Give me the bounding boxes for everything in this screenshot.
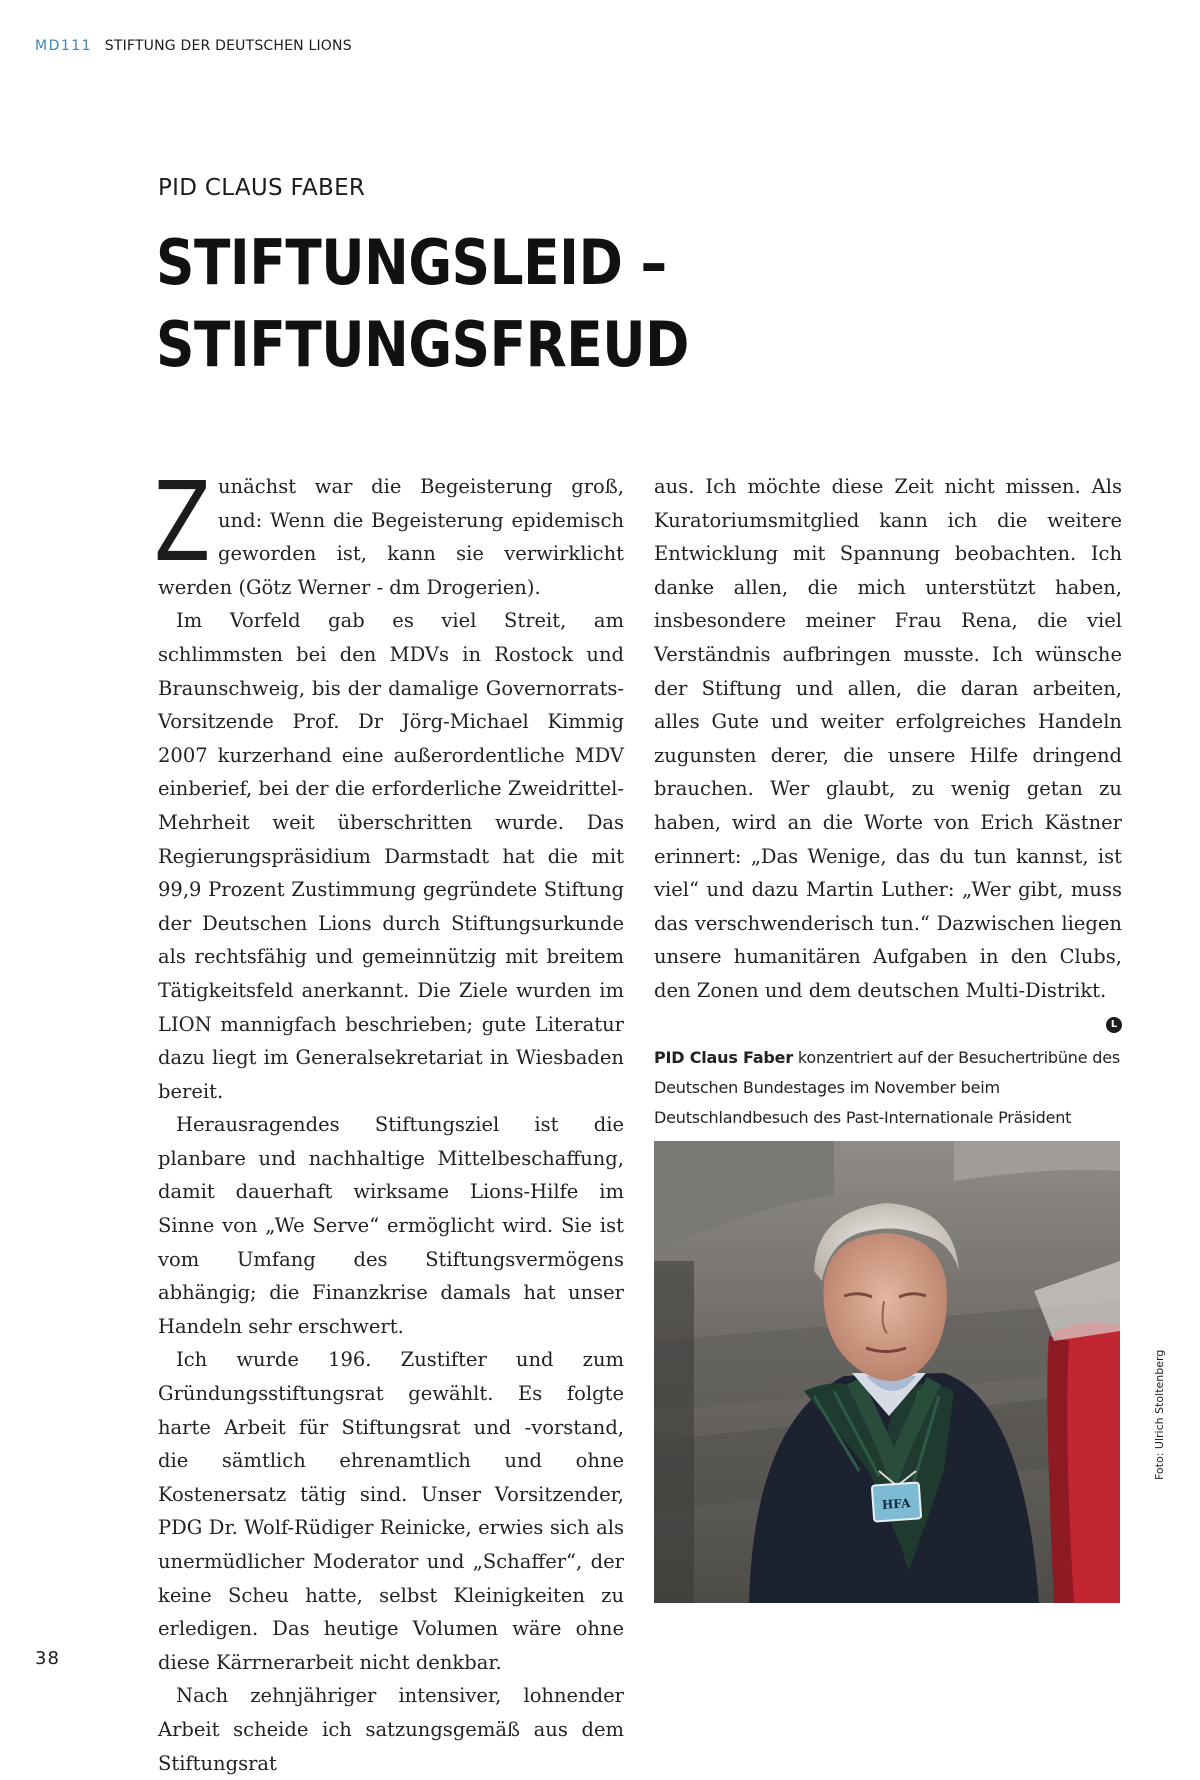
- portrait-photo: [654, 1141, 1120, 1603]
- article-author: PID CLAUS FABER: [158, 175, 366, 201]
- article-left-column: [154, 458, 624, 1780]
- paragraph-text: unächst war die Begeisterung groß, und: Wenn die Begeisterung epidemisch geworden ist, kann sie verwirklicht werden (Götz Werner - dm Drogerien).: [158, 475, 624, 599]
- article-paragraph-continued: [654, 470, 1122, 1030]
- drop-cap: Z: [154, 458, 211, 586]
- article-title: [156, 222, 689, 386]
- running-head: [35, 38, 352, 54]
- district-label: MD111: [35, 38, 93, 54]
- article-paragraph-1: [154, 458, 624, 604]
- section-label: STIFTUNG DER DEUTSCHEN LIONS: [104, 38, 352, 54]
- lions-end-mark-icon: L: [1106, 1017, 1122, 1033]
- article-right-column: [654, 470, 1122, 1033]
- photo-credit: Foto: Ulrich Stoltenberg: [1153, 1349, 1166, 1480]
- article-paragraph-2: Im Vorfeld gab es viel Streit, am schlimmsten bei den MDVs in Rostock und Braunschweig, bis der damalige Governorrats-Vorsitzende Prof. Dr Jörg-Michael Kimmig 2007 kurzerhand eine außerordentliche MDV einberief, bei der die erforderliche Zweidrittel-Mehrheit weit überschritten wurde. Das Regierungspräsidium Darmstadt hat die mit 99,9 Prozent Zustimmung gegründete Stiftung der Deutschen Lions durch Stiftungsurkunde als rechtsfähig und gemeinnützig mit breitem Tätigkeitsfeld anerkannt. Die Ziele wurden im LION mannigfach beschrieben; gute Literatur dazu liegt im Generalsekretariat in Wiesbaden bereit.: [158, 609, 624, 1103]
- title-line-2: STIFTUNGSFREUD: [156, 308, 689, 381]
- article-paragraph-3: Herausragendes Stiftungsziel ist die planbare und nachhaltige Mittelbeschaffung, damit dauerhaft wirksame Lions-Hilfe im Sinne von „We Serve“ ermöglicht wird. Sie ist vom Umfang des Stiftungsvermögens abhängig; die Finanzkrise damals hat unser Handeln sehr erschwert.: [158, 1113, 624, 1338]
- portrait-illustration: [654, 1141, 1120, 1603]
- caption-name: PID Claus Faber: [654, 1048, 794, 1067]
- caption-text: konzentriert auf der Besuchertribüne des Deutschen Bundestages im November beim Deutschlandbesuch des Past-Internationale Präsident: [654, 1048, 1120, 1127]
- paragraph-text: aus. Ich möchte diese Zeit nicht missen. Als Kuratoriumsmitglied kann ich die weitere Entwicklung mit Spannung beobachten. Ich danke allen, die mich unterstützt haben, insbesondere meiner Frau Rena, die viel Verständnis aufbringen musste. Ich wünsche der Stiftung und allen, die daran arbeiten, alles Gute und weiter erfolgreiches Handeln zugunsten derer, die unsere Hilfe dringend brauchen. Wer glaubt, zu wenig getan zu haben, wird an die Worte von Erich Kästner erinnert: „Das Wenige, das du tun kannst, ist viel“ und dazu Martin Luther: „Wer gibt, muss das verschwenderisch tun.“ Dazwischen liegen unsere humanitären Aufgaben in den Clubs, den Zonen und dem deutschen Multi-Distrikt.: [654, 475, 1122, 1002]
- badge-text: HFA: [881, 1496, 911, 1512]
- article-paragraph-4: Ich wurde 196. Zustifter und zum Gründungsstiftungsrat gewählt. Es folgte harte Arbeit für Stiftungsrat und -vorstand, die sämtlich ehrenamtlich und ohne Kostenersatz tätig sind. Unser Vorsitzender, PDG Dr. Wolf-Rüdiger Reinicke, erwies sich als unermüdlicher Moderator und „Schaffer“, der keine Scheu hatte, selbst Kleinigkeiten zu erledigen. Das heutige Volumen wäre ohne diese Kärrnerarbeit nicht denkbar.: [158, 1348, 624, 1674]
- page-number: 38: [35, 1648, 60, 1669]
- article-paragraph-5: Nach zehnjähriger intensiver, lohnender Arbeit scheide ich satzungsgemäß aus dem Stiftungsrat: [158, 1684, 624, 1775]
- title-line-1: STIFTUNGSLEID –: [156, 226, 667, 299]
